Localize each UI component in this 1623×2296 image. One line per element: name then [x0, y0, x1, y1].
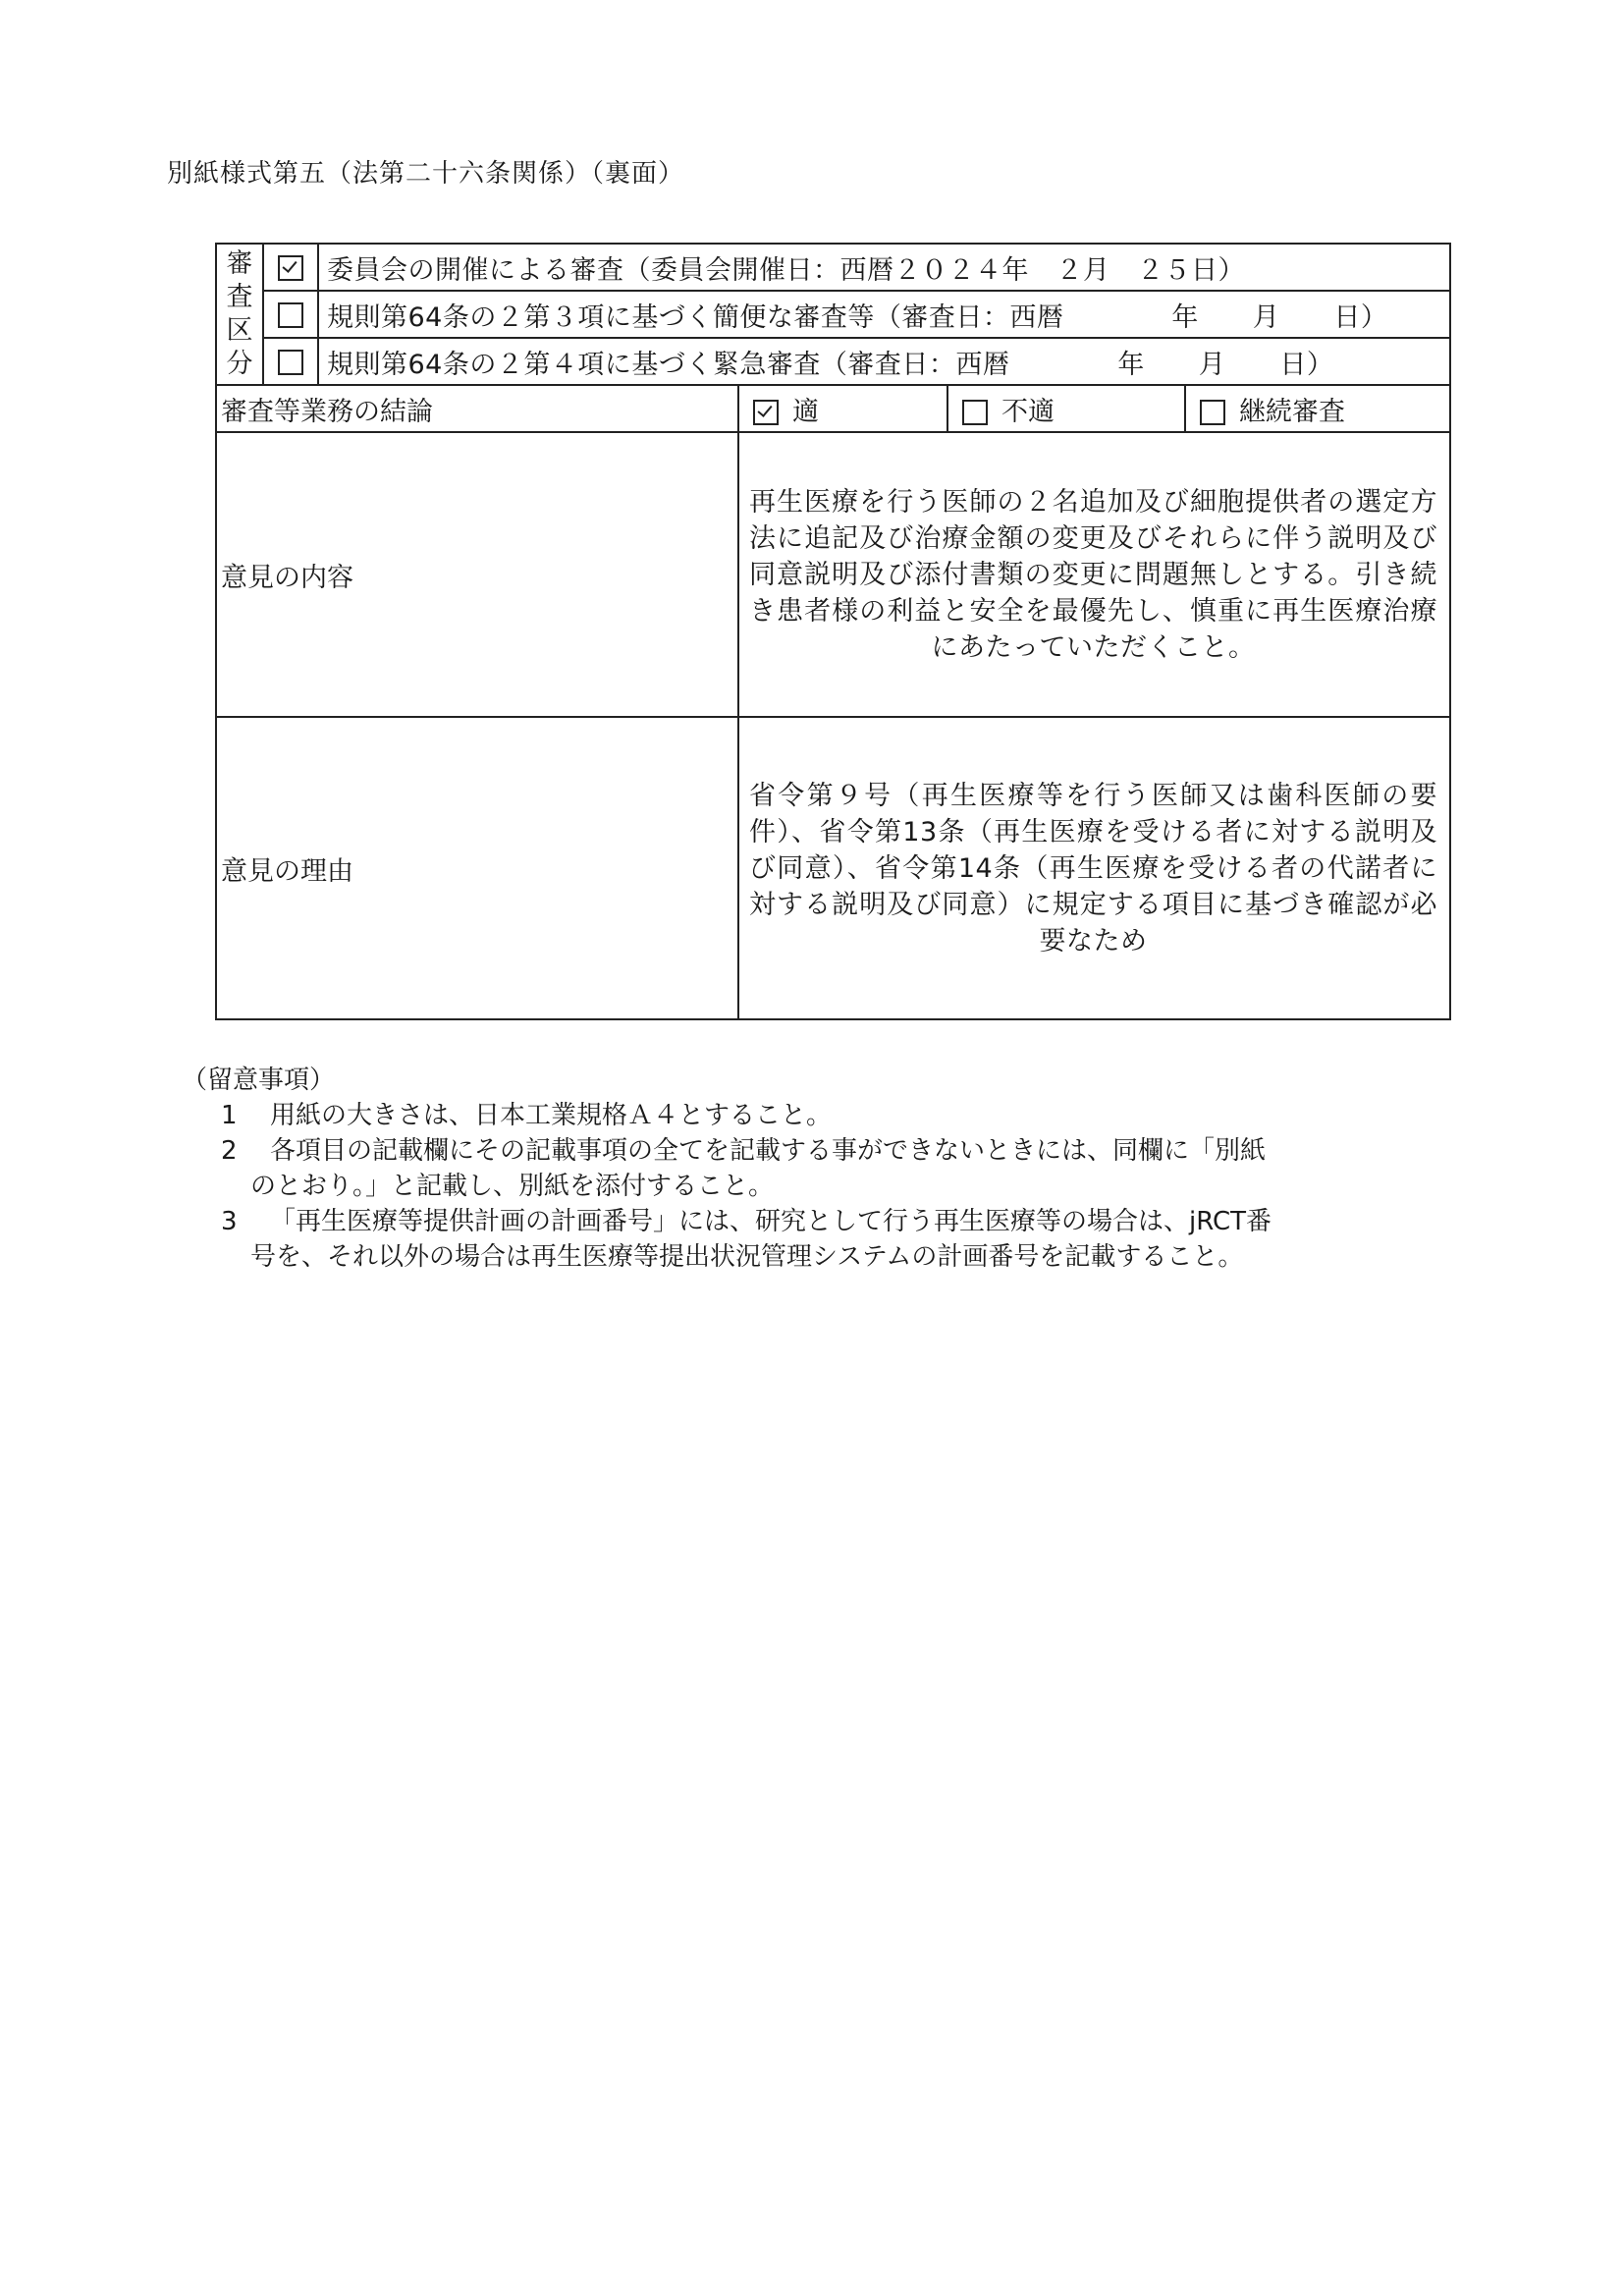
reason-text: 省令第９号（再生医療等を行う医師又は歯科医師の要件）、省令第13条（再生医療を受ける者に対する説明及び同意）、省令第14条（再生医療を受ける者の代諾者に対する説明及び同意）に規定する項目に基づき確認が必要なため — [738, 717, 1450, 1019]
category-committee-text: 委員会の開催による審査（委員会開催日：西暦２０２４年 ２月 ２５日） — [318, 244, 1450, 291]
category-urgent-text: 規則第64条の２第４項に基づく緊急審査（審査日：西暦 年 月 日） — [318, 338, 1450, 385]
conclusion-rejected-checkbox[interactable] — [962, 400, 988, 425]
note-item: 3 「再生医療等提供計画の計画番号」には、研究として行う再生医療等の場合は、jRCT番 — [221, 1207, 1272, 1236]
reason-label: 意見の理由 — [216, 717, 738, 1019]
opinion-text: 再生医療を行う医師の２名追加及び細胞提供者の選定方法に追記及び治療金額の変更及びそれらに伴う説明及び同意説明及び添付書類の変更に問題無しとする。引き続き患者様の利益と安全を最優先し、慎重に再生医療治療にあたっていただくこと。 — [738, 432, 1450, 717]
conclusion-approved: 適 — [738, 385, 947, 432]
note-item-continuation: 号を、それ以外の場合は再生医療等提出状況管理システムの計画番号を記載すること。 — [250, 1242, 1244, 1272]
conclusion-continued-checkbox[interactable] — [1200, 400, 1225, 425]
conclusion-continued: 継続審査 — [1185, 385, 1450, 432]
category-simple-text: 規則第64条の２第３項に基づく簡便な審査等（審査日：西暦 年 月 日） — [318, 291, 1450, 338]
notes-section — [182, 1063, 1271, 1275]
opinion-label: 意見の内容 — [216, 432, 738, 717]
review-form-table — [215, 243, 1451, 1020]
note-item: 2 各項目の記載欄にその記載事項の全てを記載する事ができないときには、同欄に「別紙 — [221, 1136, 1267, 1166]
conclusion-approved-checkbox[interactable] — [753, 400, 779, 425]
category-committee-checkbox[interactable] — [278, 255, 303, 281]
form-header: 別紙様式第五（法第二十六条関係）（裏面） — [167, 159, 685, 189]
note-item-continuation: のとおり。」と記載し、別紙を添付すること。 — [250, 1172, 775, 1201]
review-category-label: 審 査 区 分 — [216, 244, 263, 385]
note-item: 1 用紙の大きさは、日本工業規格Ａ４とすること。 — [221, 1101, 833, 1130]
category-simple-checkbox[interactable] — [278, 302, 303, 328]
notes-title: （留意事項） — [182, 1066, 336, 1095]
conclusion-rejected: 不適 — [947, 385, 1185, 432]
category-urgent-checkbox[interactable] — [278, 350, 303, 375]
conclusion-label: 審査等業務の結論 — [216, 385, 738, 432]
